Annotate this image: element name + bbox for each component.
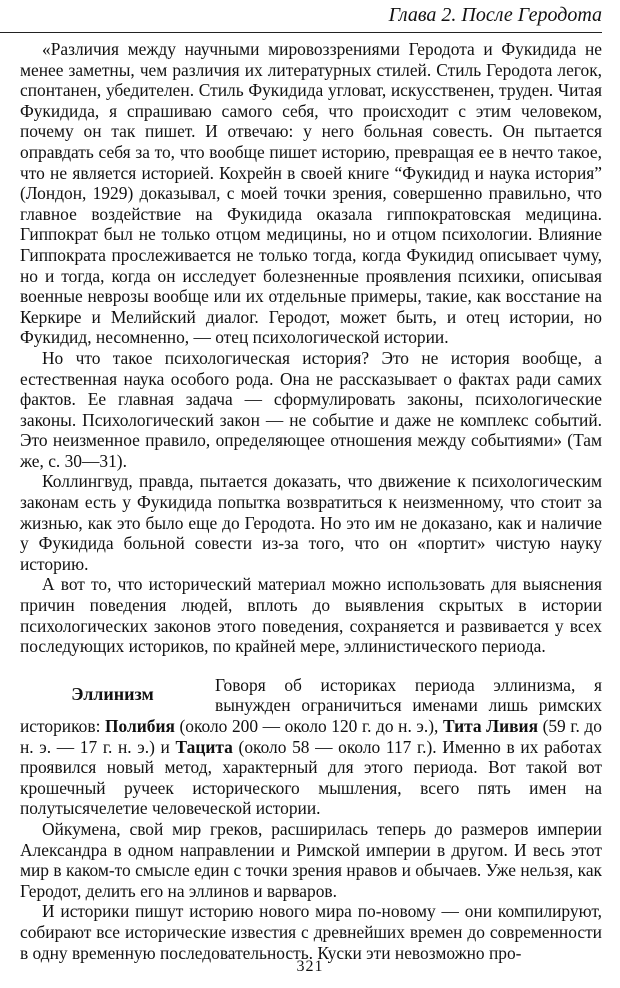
paragraph-historians-write: И историки пишут историю нового мира по-новому — они компилируют, собирают все исторические известия с древнейших времен до современности в одну временную последовательность. Куски эти невозможно про- <box>20 901 602 963</box>
paragraph-oikumene: Ойкумена, свой мир греков, расширилась теперь до размеров империи Александра в одном направлении и Римской империи в другом. И весь этот мир в каком-то смысле един с точки зрения нравов и обычаев. Уже нельзя, как Геродот, делить его на эллинов и варваров. <box>20 818 602 901</box>
paragraph-historians: Говоря об историках периода эллинизма, я вынужден ограничиться именами лишь римских историков: Полибия (около 200 — около 120 г. до н. э.), Тита Ливия (59 г. до н. э. — 17 г. н. э.) и Тацита (около 58 — около 117 г.). Именно в их работах проявился новый метод, характерный для этого периода. Вот такой вот крошечный ручеек исторического мышления, всего пять имен на полутысячелетие человеческой истории. <box>20 674 602 819</box>
historian-name-tacitus: Тацита <box>175 736 233 757</box>
paragraph-quote: «Различия между научными мировоззрениями Геродота и Фукидида не менее заметны, чем различия их литературных стилей. Стиль Геродота легок, спонтанен, убедителен. Стиль Фукидида угловат, искусственен, труден. Читая Фукидида, я спрашиваю самого себя, что происходит с этим человеком, почему он так пишет. И отвечаю: у него больная совесть. Он пытается оправдать себя за то, что вообще пишет историю, превращая ее в нечто такое, что не является историей. Кохрейн в своей книге “Фукидид и наука история” (Лондон, 1929) доказывал, с моей точки зрения, совершенно правильно, что главное воздействие на Фукидида оказала гиппократовская медицина. Гиппократ был не только отцом медицины, но и отцом психологии. Влияние Гиппократа прослеживается не только тогда, когда Фукидид описывает чуму, но и тогда, когда он исследует болезненные проявления психики, описывая военные неврозы вообще или их отдельные примеры, такие, как восстание на Керкире и Мелийский диалог. Геродот, может быть, и отец истории, но Фукидид, несомненно, — отец психологической истории. <box>20 39 602 348</box>
section-heading: Эллинизм <box>71 683 154 704</box>
paragraph-historical-material: А вот то, что исторический материал можно использовать для выяснения причин поведения людей, вплоть до выявления скрытых в истории психологических законов этого поведения, сохраняется и развивается у всех последующих историков, по крайней мере, эллинистического периода. <box>20 574 602 657</box>
section-hellenism <box>20 675 602 963</box>
historian-name-polybius: Полибия <box>104 716 175 736</box>
paragraph-collingwood: Коллингвуд, правда, пытается доказать, что движение к психологическим законам есть у Фукидида попытка возвратиться к неизменному, что стоит за жизнью, как это было еще до Геродота. Но это им не доказано, как и наличие у Фукидида больной совести из-за того, что он «портит» чистую науку историю. <box>20 471 602 574</box>
page-body <box>20 39 602 963</box>
running-header <box>0 0 602 33</box>
chapter-title: Глава 2. После Геродота <box>388 4 602 26</box>
paragraph-psych-history: Но что такое психологическая история? Это не история вообще, а естественная наука особого рода. Она не рассказывает о фактах ради самих фактов. Ее главная задача — сформулировать законы, психологические законы. Психологический закон — не событие и даже не комплекс событий. Это неизменное правило, определяющее отношения между событиями» (Там же, с. 30—31). <box>20 347 602 471</box>
historian-name-livy: Тита Ливия <box>442 716 538 736</box>
page-number: 321 <box>296 958 324 975</box>
